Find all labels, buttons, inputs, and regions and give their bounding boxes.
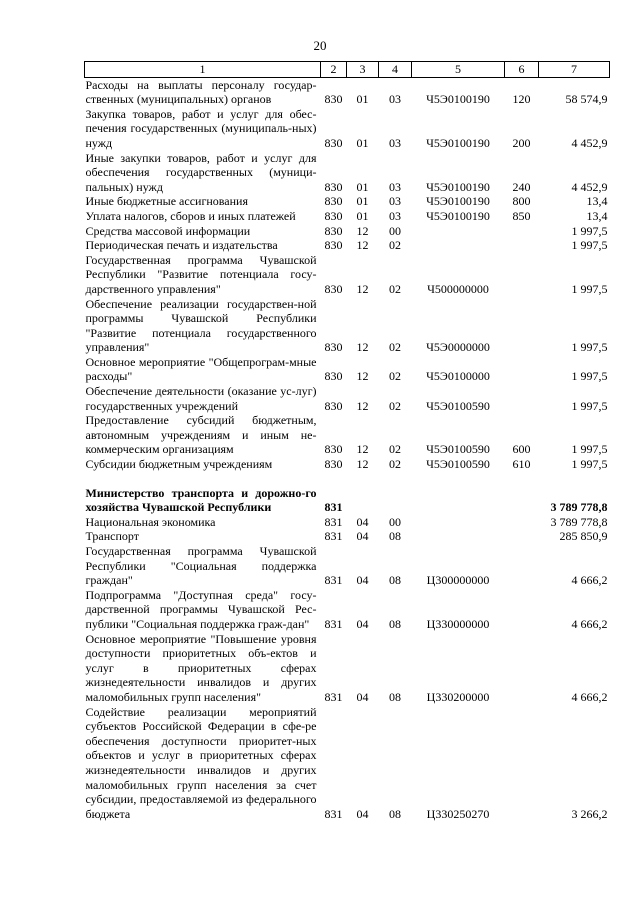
table-row bbox=[85, 457, 610, 472]
expense-type-cell bbox=[505, 384, 539, 413]
expense-type-cell bbox=[505, 544, 539, 588]
amount-cell: 1 997,5 bbox=[571, 457, 608, 472]
row-name-cell: Иные закупки товаров, работ и услуг для обеспечения государственных (муници-пальных) нужд bbox=[85, 150, 317, 194]
expense-type-cell bbox=[505, 632, 539, 705]
section-cell: 12 bbox=[356, 223, 369, 238]
row-name-cell: Основное мероприятие "Общепрограм-мные расходы" bbox=[85, 354, 317, 384]
section-cell: 12 bbox=[356, 457, 369, 472]
column-header: 5 bbox=[412, 62, 505, 78]
row-name-cell: Уплата налогов, сборов и иных платежей bbox=[85, 208, 296, 223]
target-article-cell: Ч5Э0100190 bbox=[426, 92, 490, 107]
code-cell: 831 bbox=[324, 500, 343, 515]
subsection-cell: 03 bbox=[389, 179, 401, 194]
amount-cell: 285 850,9 bbox=[559, 529, 608, 544]
target-article-cell: Ц300000000 bbox=[426, 573, 490, 588]
table-row bbox=[85, 588, 610, 632]
amount-cell: 4 452,9 bbox=[571, 179, 608, 194]
subsection-cell: 02 bbox=[389, 398, 401, 413]
target-article-cell bbox=[412, 529, 505, 544]
column-header: 2 bbox=[321, 62, 347, 78]
table-row bbox=[85, 355, 610, 384]
subsection-cell: 08 bbox=[389, 529, 401, 544]
amount-cell: 4 452,9 bbox=[571, 135, 608, 150]
table-body bbox=[85, 77, 610, 821]
expense-type-cell bbox=[505, 355, 539, 384]
subsection-cell bbox=[379, 486, 412, 515]
row-name-cell: Основное мероприятие "Повышение уровня доступности приоритетных объ-ектов и услуг в приоритетных сферах жизнедеятельности инвалидов и других маломобильных групп населения" bbox=[85, 631, 317, 704]
section-cell: 12 bbox=[356, 369, 369, 384]
target-article-cell: Ч5Э0100190 bbox=[426, 194, 490, 209]
subsection-cell: 08 bbox=[389, 616, 401, 631]
subsection-cell: 08 bbox=[389, 573, 401, 588]
expense-type-cell bbox=[505, 297, 539, 355]
page-number: 20 bbox=[313, 38, 327, 53]
amount-cell: 1 997,5 bbox=[571, 340, 608, 355]
row-name-cell: Государственная программа Чувашской Республики "Социальная поддержка граждан" bbox=[85, 544, 317, 588]
section-cell bbox=[347, 486, 379, 515]
target-article-cell: Ч500000000 bbox=[427, 281, 489, 296]
section-cell: 01 bbox=[356, 208, 369, 223]
expense-type-cell: 200 bbox=[512, 135, 531, 150]
row-name-cell: Подпрограмма "Доступная среда" госу-дарственной программы Чувашской Рес-публики "Социальная поддержка граж-дан" bbox=[85, 587, 317, 631]
row-name-cell: Государственная программа Чувашской Республики "Развитие потенциала госу-дарственного управления" bbox=[85, 252, 317, 296]
subsection-cell: 02 bbox=[389, 238, 401, 253]
column-header: 3 bbox=[347, 62, 379, 78]
amount-cell: 4 666,2 bbox=[571, 689, 608, 704]
table-row bbox=[85, 529, 610, 544]
target-article-cell: Ц330200000 bbox=[426, 689, 490, 704]
subsection-cell: 00 bbox=[389, 514, 401, 529]
amount-cell: 1 997,5 bbox=[571, 281, 608, 296]
amount-cell: 4 666,2 bbox=[571, 616, 608, 631]
amount-cell: 3 789 778,8 bbox=[550, 514, 608, 529]
expense-type-cell bbox=[505, 588, 539, 632]
section-cell: 12 bbox=[356, 398, 369, 413]
target-article-cell: Ч5Э0100590 bbox=[426, 398, 490, 413]
code-cell: 830 bbox=[324, 179, 343, 194]
subsection-cell: 02 bbox=[389, 442, 401, 457]
table-row bbox=[85, 632, 610, 705]
target-article-cell: Ц330000000 bbox=[426, 616, 490, 631]
target-article-cell: Ц330250270 bbox=[426, 806, 490, 821]
target-article-cell bbox=[412, 224, 505, 239]
column-header: 1 bbox=[85, 62, 321, 78]
amount-cell: 13,4 bbox=[586, 194, 608, 209]
table-row bbox=[85, 544, 610, 588]
amount-cell: 3 789 778,8 bbox=[550, 500, 608, 515]
code-cell: 831 bbox=[324, 616, 343, 631]
section-cell: 04 bbox=[356, 514, 369, 529]
section-cell: 01 bbox=[356, 179, 369, 194]
code-cell: 830 bbox=[324, 194, 343, 209]
code-cell: 830 bbox=[324, 281, 343, 296]
expense-type-cell bbox=[505, 529, 539, 544]
expense-type-cell: 610 bbox=[512, 457, 531, 472]
table-row bbox=[85, 194, 610, 209]
target-article-cell: Ч5Э0000000 bbox=[426, 340, 490, 355]
row-name-cell: Предоставление субсидий бюджетным, автономным учреждениям и иным не-коммерческим организациям bbox=[85, 413, 317, 457]
row-name-cell: Обеспечение деятельности (оказание ус-луг) государственных учреждений bbox=[85, 384, 317, 413]
code-cell: 830 bbox=[324, 223, 343, 238]
code-cell: 831 bbox=[324, 514, 343, 529]
target-article-cell bbox=[412, 515, 505, 530]
code-cell: 830 bbox=[324, 398, 343, 413]
expense-type-cell bbox=[505, 224, 539, 239]
column-header: 7 bbox=[539, 62, 610, 78]
row-name-cell: Средства массовой информации bbox=[85, 223, 251, 238]
code-cell: 831 bbox=[324, 689, 343, 704]
row-name-cell: Периодическая печать и издательства bbox=[85, 238, 278, 253]
subsection-cell: 03 bbox=[389, 92, 401, 107]
expense-type-cell: 240 bbox=[512, 179, 531, 194]
amount-cell: 1 997,5 bbox=[571, 369, 608, 384]
table-row bbox=[85, 107, 610, 151]
section-cell: 01 bbox=[356, 135, 369, 150]
table-row bbox=[85, 705, 610, 822]
code-cell: 830 bbox=[324, 369, 343, 384]
row-name-cell: Министерство транспорта и дорожно-го хозяйства Чувашской Республики bbox=[85, 485, 317, 515]
expense-type-cell bbox=[505, 705, 539, 822]
amount-cell: 13,4 bbox=[586, 208, 608, 223]
expense-type-cell: 120 bbox=[512, 92, 531, 107]
section-cell: 04 bbox=[356, 806, 369, 821]
subsection-cell: 02 bbox=[389, 281, 401, 296]
table-row bbox=[85, 224, 610, 239]
section-cell: 04 bbox=[356, 689, 369, 704]
code-cell: 830 bbox=[324, 340, 343, 355]
subsection-cell: 02 bbox=[389, 340, 401, 355]
table-header-row bbox=[85, 62, 610, 78]
code-cell: 830 bbox=[324, 208, 343, 223]
subsection-cell: 00 bbox=[389, 223, 401, 238]
amount-cell: 4 666,2 bbox=[571, 573, 608, 588]
table-row bbox=[85, 384, 610, 413]
subsection-cell: 03 bbox=[389, 135, 401, 150]
row-name-cell: Субсидии бюджетным учреждениям bbox=[85, 457, 273, 472]
expense-type-cell bbox=[505, 253, 539, 297]
table-row bbox=[85, 238, 610, 253]
table-row bbox=[85, 486, 610, 515]
subsection-cell: 08 bbox=[389, 689, 401, 704]
code-cell: 831 bbox=[324, 573, 343, 588]
subsection-cell: 02 bbox=[389, 369, 401, 384]
code-cell: 830 bbox=[324, 238, 343, 253]
row-name-cell: Расходы на выплаты персоналу государ-ственных (муниципальных) органов bbox=[85, 77, 317, 107]
amount-cell: 3 266,2 bbox=[571, 806, 608, 821]
row-name-cell: Обеспечение реализации государствен-ной программы Чувашской Республики "Развитие потенциала государственного управления" bbox=[85, 296, 317, 355]
section-cell: 12 bbox=[356, 238, 369, 253]
column-header: 4 bbox=[379, 62, 412, 78]
code-cell: 830 bbox=[324, 92, 343, 107]
table-row bbox=[85, 77, 610, 107]
target-article-cell: Ч5Э0100590 bbox=[426, 442, 490, 457]
spacer-cell bbox=[85, 472, 610, 486]
spacer-row bbox=[85, 472, 610, 486]
expense-type-cell bbox=[505, 238, 539, 253]
amount-cell: 1 997,5 bbox=[571, 398, 608, 413]
subsection-cell: 08 bbox=[389, 806, 401, 821]
section-cell: 01 bbox=[356, 194, 369, 209]
target-article-cell: Ч5Э0100590 bbox=[426, 457, 490, 472]
code-cell: 830 bbox=[324, 135, 343, 150]
row-name-cell: Закупка товаров, работ и услуг для обес-печения государственных (муниципаль-ных) нужд bbox=[85, 106, 317, 150]
section-cell: 04 bbox=[356, 529, 369, 544]
section-cell: 04 bbox=[356, 573, 369, 588]
target-article-cell bbox=[412, 486, 505, 515]
section-cell: 01 bbox=[356, 92, 369, 107]
table-row bbox=[85, 209, 610, 224]
subsection-cell: 03 bbox=[389, 208, 401, 223]
target-article-cell: Ч5Э0100190 bbox=[426, 135, 490, 150]
table-row bbox=[85, 253, 610, 297]
table-row bbox=[85, 151, 610, 195]
budget-table bbox=[84, 61, 610, 821]
table-row bbox=[85, 297, 610, 355]
expense-type-cell: 800 bbox=[512, 194, 531, 209]
subsection-cell: 03 bbox=[389, 194, 401, 209]
column-header: 6 bbox=[505, 62, 539, 78]
subsection-cell: 02 bbox=[389, 457, 401, 472]
row-name-cell: Транспорт bbox=[85, 529, 139, 544]
row-name-cell: Национальная экономика bbox=[85, 514, 216, 529]
amount-cell: 1 997,5 bbox=[571, 238, 608, 253]
target-article-cell bbox=[412, 238, 505, 253]
target-article-cell: Ч5Э0100000 bbox=[426, 369, 490, 384]
amount-cell: 1 997,5 bbox=[571, 223, 608, 238]
expense-type-cell bbox=[505, 486, 539, 515]
table-row bbox=[85, 413, 610, 457]
code-cell: 831 bbox=[324, 529, 343, 544]
row-name-cell: Содействие реализации мероприятий субъектов Российской Федерации в сфе-ре обеспечения доступности приоритет-ных объектов и услуг в приоритетных сферах жизнедеятельности инвалидов и других маломобильных групп населения за счет субсидии, предоставляемой из федерального бюджета bbox=[85, 704, 317, 821]
expense-type-cell: 850 bbox=[512, 208, 531, 223]
section-cell: 12 bbox=[356, 442, 369, 457]
row-name-cell: Иные бюджетные ассигнования bbox=[85, 194, 248, 209]
table-row bbox=[85, 515, 610, 530]
section-cell: 04 bbox=[356, 616, 369, 631]
amount-cell: 58 574,9 bbox=[565, 92, 608, 107]
amount-cell: 1 997,5 bbox=[571, 442, 608, 457]
section-cell: 12 bbox=[356, 340, 369, 355]
expense-type-cell: 600 bbox=[512, 442, 531, 457]
code-cell: 830 bbox=[324, 457, 343, 472]
target-article-cell: Ч5Э0100190 bbox=[426, 208, 490, 223]
target-article-cell: Ч5Э0100190 bbox=[426, 179, 490, 194]
expense-type-cell bbox=[505, 515, 539, 530]
code-cell: 831 bbox=[324, 806, 343, 821]
code-cell: 830 bbox=[324, 442, 343, 457]
section-cell: 12 bbox=[356, 281, 369, 296]
